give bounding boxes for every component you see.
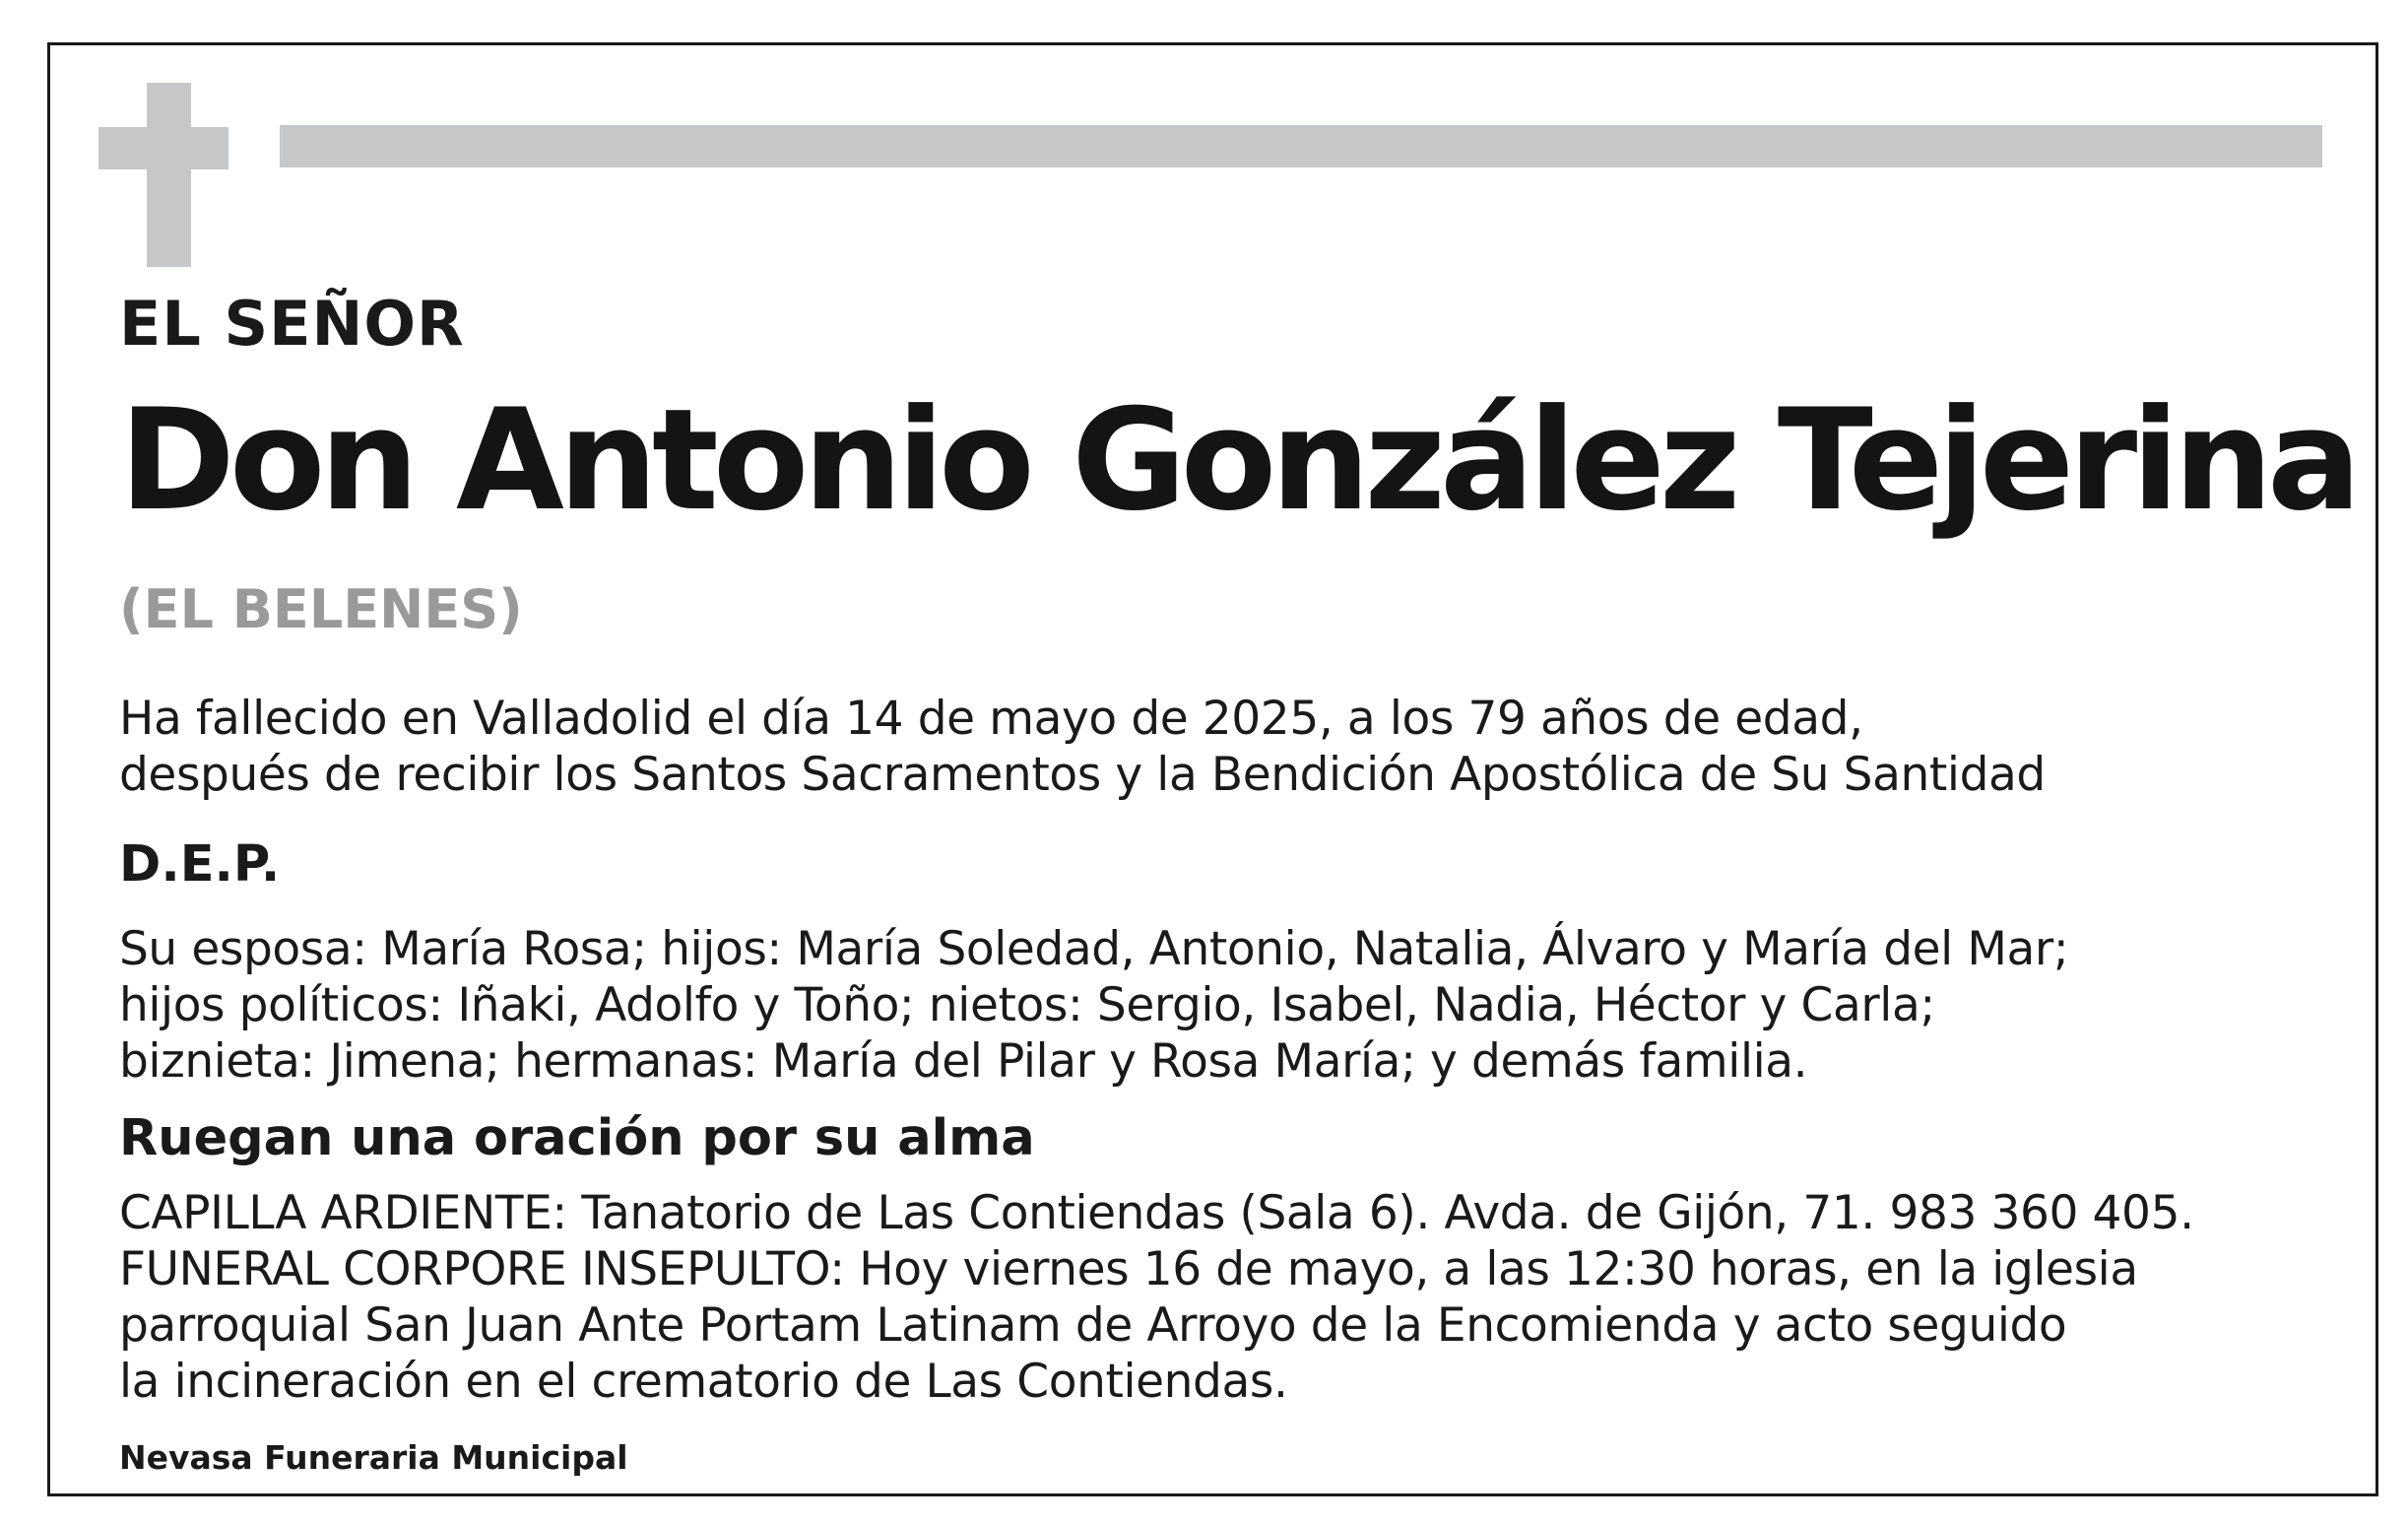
announcement-line: después de recibir los Santos Sacramentos y la Bendición Apostólica de Su Santidad [119,748,2046,802]
honorific: EL SEÑOR [119,288,465,360]
service-line: parroquial San Juan Ante Portam Latinam de Arroyo de la Encomienda y acto seguido [119,1298,2067,1353]
deceased-name: Don Antonio González Tejerina [119,379,2356,542]
dep-abbreviation: D.E.P. [119,835,281,894]
announcement-line: Ha fallecido en Valladolid el día 14 de mayo de 2025, a los 79 años de edad, [119,692,1863,746]
service-details [119,1185,2194,1410]
nickname: (EL BELENES) [119,578,523,640]
service-line: CAPILLA ARDIENTE: Tanatorio de Las Contiendas (Sala 6). Avda. de Gijón, 71. 983 360 405. [119,1186,2194,1240]
family-line: hijos políticos: Iñaki, Adolfo y Toño; nietos: Sergio, Isabel, Nadia, Héctor y Carla; [119,978,1935,1032]
funeral-home: Nevasa Funeraria Municipal [119,1438,628,1477]
death-announcement [119,691,2046,803]
service-line: la incineración en el crematorio de Las Contiendas. [119,1355,1288,1409]
family-list [119,921,2068,1090]
family-line: biznieta: Jimena; hermanas: María del Pilar y Rosa María; y demás familia. [119,1034,1808,1089]
header-rule [280,125,2322,167]
cross-horizontal-beam [98,127,228,169]
family-line: Su esposa: María Rosa; hijos: María Soledad, Antonio, Natalia, Álvaro y María del Mar; [119,922,2069,976]
cross-vertical-beam [147,83,191,267]
prayer-request: Ruegan una oración por su alma [119,1109,1035,1167]
service-line: FUNERAL CORPORE INSEPULTO: Hoy viernes 16 de mayo, a las 12:30 horas, en la iglesia [119,1242,2138,1296]
